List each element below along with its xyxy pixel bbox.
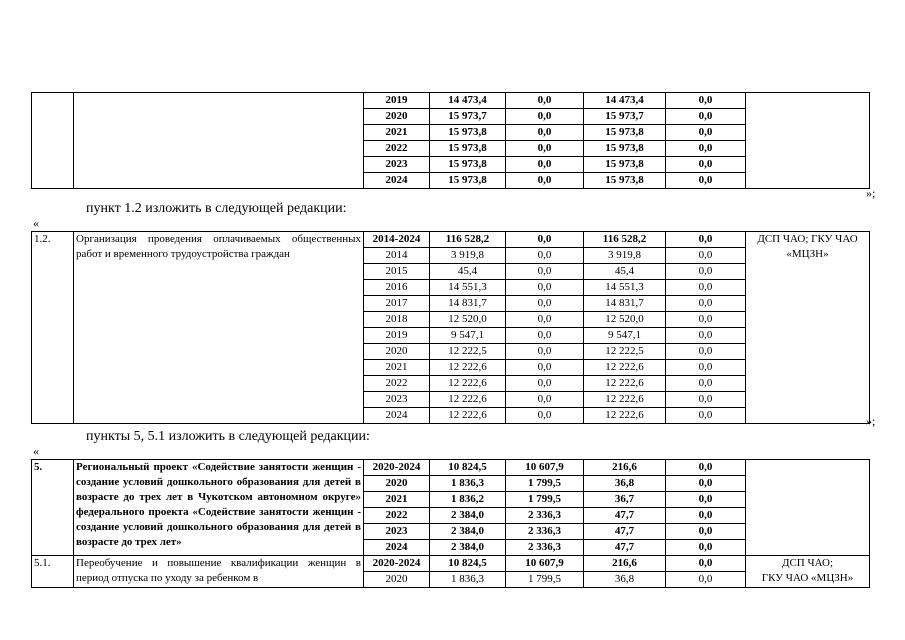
year-cell: 2020: [364, 572, 430, 588]
other-cell: 0,0: [666, 232, 746, 248]
regional-cell: 12 222,5: [584, 344, 666, 360]
other-cell: 0,0: [666, 264, 746, 280]
total-cell: 12 222,6: [430, 376, 506, 392]
regional-cell: 36,8: [584, 572, 666, 588]
regional-cell: 45,4: [584, 264, 666, 280]
federal-cell: 10 607,9: [506, 460, 584, 476]
total-cell: 15 973,7: [430, 109, 506, 125]
item-number: 5.1.: [32, 556, 74, 588]
federal-cell: 0,0: [506, 141, 584, 157]
table-continuation: [31, 92, 870, 189]
name-cell: [74, 93, 364, 189]
year-cell: 2020: [364, 344, 430, 360]
other-cell: 0,0: [666, 344, 746, 360]
other-cell: 0,0: [666, 141, 746, 157]
other-cell: 0,0: [666, 312, 746, 328]
regional-cell: 12 520,0: [584, 312, 666, 328]
total-cell: 15 973,8: [430, 157, 506, 173]
executor-cell: [746, 460, 870, 556]
regional-cell: 12 222,6: [584, 392, 666, 408]
other-cell: 0,0: [666, 572, 746, 588]
other-cell: 0,0: [666, 408, 746, 424]
federal-cell: 0,0: [506, 173, 584, 189]
federal-cell: 1 799,5: [506, 492, 584, 508]
table-row: [32, 232, 870, 248]
other-cell: 0,0: [666, 248, 746, 264]
federal-cell: 10 607,9: [506, 556, 584, 572]
year-cell: 2024: [364, 540, 430, 556]
regional-cell: 36,8: [584, 476, 666, 492]
executor-line: ГКУ ЧАО «МЦЗН»: [761, 572, 854, 584]
open-quote-1: «: [33, 216, 39, 230]
total-cell: 10 824,5: [430, 460, 506, 476]
year-cell: 2022: [364, 376, 430, 392]
table-row: [32, 93, 870, 109]
other-cell: 0,0: [666, 360, 746, 376]
regional-cell: 216,6: [584, 460, 666, 476]
item-number: 1.2.: [32, 232, 74, 424]
year-cell: 2021: [364, 492, 430, 508]
federal-cell: 1 799,5: [506, 476, 584, 492]
federal-cell: 0,0: [506, 125, 584, 141]
federal-cell: 0,0: [506, 280, 584, 296]
year-cell: 2024: [364, 173, 430, 189]
executor-cell: [746, 93, 870, 189]
total-cell: 1 836,3: [430, 476, 506, 492]
table-row: [32, 460, 870, 476]
year-cell: 2020: [364, 476, 430, 492]
regional-cell: 14 551,3: [584, 280, 666, 296]
year-cell: 2019: [364, 93, 430, 109]
table-item-1-2: [31, 231, 870, 424]
total-cell: 12 222,6: [430, 408, 506, 424]
federal-cell: 0,0: [506, 408, 584, 424]
other-cell: 0,0: [666, 296, 746, 312]
regional-cell: 216,6: [584, 556, 666, 572]
other-cell: 0,0: [666, 376, 746, 392]
executor-cell: ДСП ЧАО; ГКУ ЧАО «МЦЗН»: [746, 232, 870, 424]
federal-cell: 0,0: [506, 232, 584, 248]
total-cell: 14 831,7: [430, 296, 506, 312]
item-name: Переобучение и повышение квалификации женщин в период отпуска по уходу за ребенком в: [74, 556, 364, 588]
item-number: 5.: [32, 460, 74, 556]
other-cell: 0,0: [666, 157, 746, 173]
regional-cell: 3 919,8: [584, 248, 666, 264]
other-cell: 0,0: [666, 93, 746, 109]
regional-cell: 47,7: [584, 524, 666, 540]
federal-cell: 0,0: [506, 344, 584, 360]
federal-cell: 0,0: [506, 312, 584, 328]
year-cell: 2017: [364, 296, 430, 312]
regional-cell: 9 547,1: [584, 328, 666, 344]
other-cell: 0,0: [666, 476, 746, 492]
year-cell: 2015: [364, 264, 430, 280]
other-cell: 0,0: [666, 524, 746, 540]
year-cell: 2024: [364, 408, 430, 424]
total-cell: 14 473,4: [430, 93, 506, 109]
federal-cell: 0,0: [506, 248, 584, 264]
regional-cell: 15 973,8: [584, 125, 666, 141]
item-name: Организация проведения оплачиваемых общественных работ и временного трудоустройства граждан: [74, 232, 364, 424]
year-cell: 2014-2024: [364, 232, 430, 248]
federal-cell: 0,0: [506, 328, 584, 344]
year-cell: 2020-2024: [364, 460, 430, 476]
open-quote-2: «: [33, 444, 39, 458]
num-cell: [32, 93, 74, 189]
year-cell: 2022: [364, 508, 430, 524]
regional-cell: 36,7: [584, 492, 666, 508]
other-cell: 0,0: [666, 328, 746, 344]
total-cell: 2 384,0: [430, 524, 506, 540]
other-cell: 0,0: [666, 508, 746, 524]
year-cell: 2022: [364, 141, 430, 157]
federal-cell: 0,0: [506, 109, 584, 125]
federal-cell: 0,0: [506, 296, 584, 312]
year-cell: 2016: [364, 280, 430, 296]
total-cell: 15 973,8: [430, 125, 506, 141]
federal-cell: 0,0: [506, 264, 584, 280]
total-cell: 12 520,0: [430, 312, 506, 328]
instruction-1: пункт 1.2 изложить в следующей редакции:: [86, 201, 347, 216]
total-cell: 1 836,2: [430, 492, 506, 508]
regional-cell: 47,7: [584, 540, 666, 556]
regional-cell: 15 973,8: [584, 173, 666, 189]
executor-cell: [746, 556, 870, 588]
total-cell: 12 222,6: [430, 360, 506, 376]
year-cell: 2020: [364, 109, 430, 125]
other-cell: 0,0: [666, 540, 746, 556]
year-cell: 2023: [364, 392, 430, 408]
total-cell: 15 973,8: [430, 173, 506, 189]
year-cell: 2018: [364, 312, 430, 328]
regional-cell: 116 528,2: [584, 232, 666, 248]
total-cell: 9 547,1: [430, 328, 506, 344]
federal-cell: 0,0: [506, 392, 584, 408]
table-items-5: [31, 459, 870, 588]
executor-line: ДСП ЧАО;: [781, 557, 834, 569]
year-cell: 2021: [364, 125, 430, 141]
other-cell: 0,0: [666, 125, 746, 141]
regional-cell: 12 222,6: [584, 408, 666, 424]
close-quote-1: »;: [866, 186, 876, 200]
regional-cell: 14 473,4: [584, 93, 666, 109]
federal-cell: 0,0: [506, 376, 584, 392]
other-cell: 0,0: [666, 492, 746, 508]
other-cell: 0,0: [666, 460, 746, 476]
regional-cell: 15 973,7: [584, 109, 666, 125]
other-cell: 0,0: [666, 556, 746, 572]
total-cell: 12 222,5: [430, 344, 506, 360]
federal-cell: 1 799,5: [506, 572, 584, 588]
total-cell: 14 551,3: [430, 280, 506, 296]
total-cell: 15 973,8: [430, 141, 506, 157]
federal-cell: 0,0: [506, 157, 584, 173]
federal-cell: 0,0: [506, 93, 584, 109]
total-cell: 3 919,8: [430, 248, 506, 264]
federal-cell: 0,0: [506, 360, 584, 376]
regional-cell: 15 973,8: [584, 141, 666, 157]
year-cell: 2020-2024: [364, 556, 430, 572]
total-cell: 12 222,6: [430, 392, 506, 408]
total-cell: 1 836,3: [430, 572, 506, 588]
federal-cell: 2 336,3: [506, 508, 584, 524]
table-row: [32, 556, 870, 572]
total-cell: 2 384,0: [430, 508, 506, 524]
year-cell: 2019: [364, 328, 430, 344]
regional-cell: 14 831,7: [584, 296, 666, 312]
other-cell: 0,0: [666, 173, 746, 189]
item-name: Региональный проект «Содействие занятости женщин - создание условий дошкольного образования для детей в возрасте до трех лет в Чукотском автономном округе» федерального проекта «Содействие занятости женщин - создание условий дошкольного образования для детей в возрасте до трех лет»: [74, 460, 364, 556]
total-cell: 10 824,5: [430, 556, 506, 572]
year-cell: 2023: [364, 157, 430, 173]
regional-cell: 47,7: [584, 508, 666, 524]
regional-cell: 15 973,8: [584, 157, 666, 173]
year-cell: 2023: [364, 524, 430, 540]
regional-cell: 12 222,6: [584, 376, 666, 392]
total-cell: 116 528,2: [430, 232, 506, 248]
other-cell: 0,0: [666, 280, 746, 296]
close-quote-2: »;: [866, 414, 876, 428]
other-cell: 0,0: [666, 392, 746, 408]
year-cell: 2021: [364, 360, 430, 376]
federal-cell: 2 336,3: [506, 524, 584, 540]
federal-cell: 2 336,3: [506, 540, 584, 556]
regional-cell: 12 222,6: [584, 360, 666, 376]
year-cell: 2014: [364, 248, 430, 264]
total-cell: 2 384,0: [430, 540, 506, 556]
other-cell: 0,0: [666, 109, 746, 125]
total-cell: 45,4: [430, 264, 506, 280]
instruction-2: пункты 5, 5.1 изложить в следующей редакции:: [86, 429, 370, 444]
